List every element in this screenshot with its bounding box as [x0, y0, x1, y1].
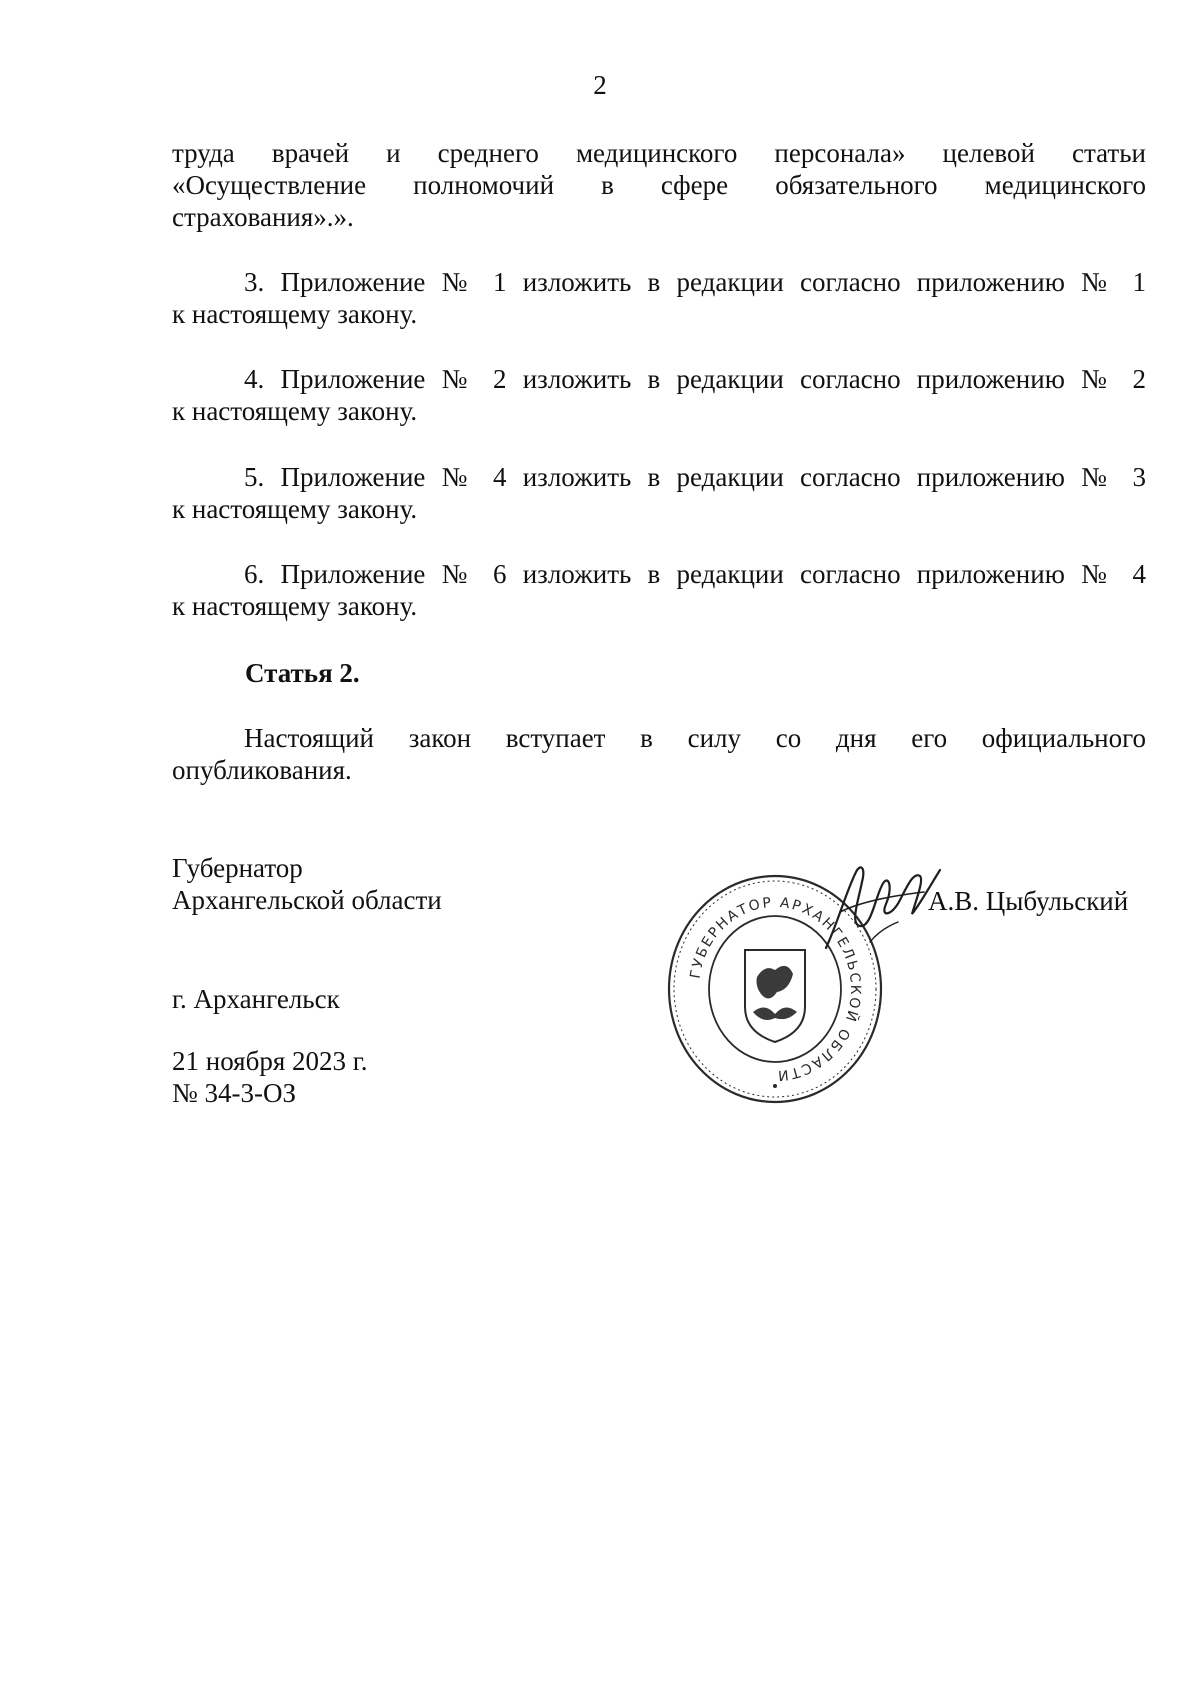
item-6-paragraph	[172, 558, 1146, 622]
svg-text:ГУБЕРНАТОР АРХАНГЕЛЬСКОЙ ОБЛАС: ГУБЕРНАТОР АРХАНГЕЛЬСКОЙ ОБЛАСТИ	[687, 894, 864, 1084]
item-4-line-1: 4. Приложение № 2 изложить в редакции согласно приложению № 2	[244, 364, 1146, 394]
item-6-line-2: к настоящему закону.	[172, 591, 418, 621]
item-4-paragraph	[172, 363, 1146, 427]
signatory-name: А.В. Цыбульский	[928, 886, 1129, 916]
item-4-line-2: к настоящему закону.	[172, 396, 418, 426]
item-3-line-1: 3. Приложение № 1 изложить в редакции согласно приложению № 1	[244, 267, 1146, 297]
continuation-line-2: «Осуществление полномочий в сфере обязательного медицинского	[172, 170, 1146, 200]
law-date: 21 ноября 2023 г.	[172, 1046, 368, 1076]
continuation-line-3: страхования».».	[172, 202, 354, 232]
item-5-line-1: 5. Приложение № 4 изложить в редакции согласно приложению № 3	[244, 462, 1146, 492]
page-number: 2	[593, 70, 607, 100]
date-and-number	[172, 1045, 368, 1109]
article-2-paragraph	[172, 722, 1146, 786]
signatory-position	[172, 852, 442, 916]
continuation-line-1: труда врачей и среднего медицинского персонала» целевой статьи	[172, 138, 1146, 168]
city: г. Архангельск	[172, 984, 340, 1014]
law-number: № 34-3-ОЗ	[172, 1078, 297, 1108]
position-line-2: Архангельской области	[172, 885, 442, 915]
article-2-heading: Статья 2.	[245, 658, 360, 688]
item-3-paragraph	[172, 266, 1146, 330]
position-line-1: Губернатор	[172, 853, 303, 883]
continuation-paragraph	[172, 137, 1146, 233]
item-3-line-2: к настоящему закону.	[172, 299, 418, 329]
item-6-line-1: 6. Приложение № 6 изложить в редакции согласно приложению № 4	[244, 559, 1146, 589]
article-2-line-1: Настоящий закон вступает в силу со дня его официального	[244, 723, 1146, 753]
article-2-line-2: опубликования.	[172, 755, 352, 785]
item-5-paragraph	[172, 461, 1146, 525]
item-5-line-2: к настоящему закону.	[172, 494, 418, 524]
